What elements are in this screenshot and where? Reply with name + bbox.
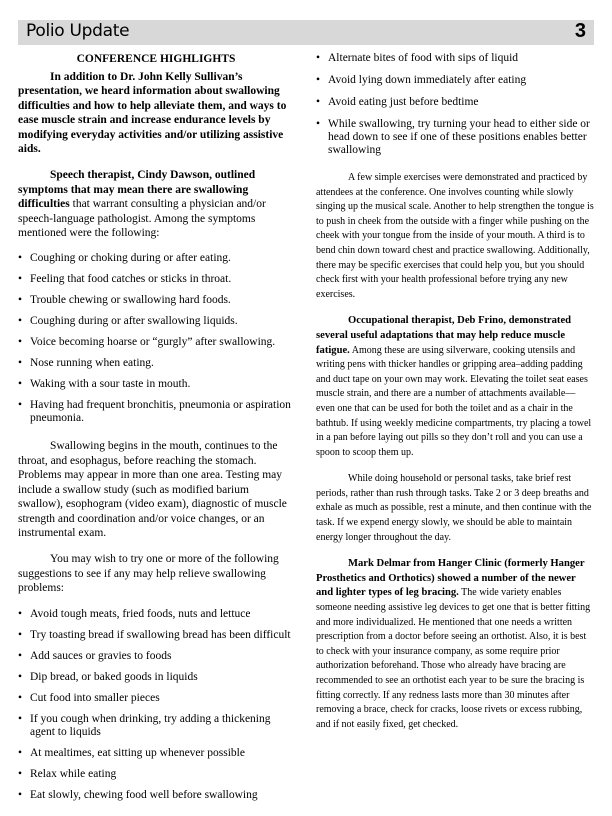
bullet-icon: •: [316, 74, 321, 86]
rest-paragraph: While doing household or personal tasks, take brief rest periods, rather than rush through tasks. Take 2 or 3 deep breaths and exhale as much as possible, rest a minute, and then continue with the task. If we expend energy slowly, we should be able to maintain energy longer throughout the day.: [316, 473, 592, 543]
bullet-icon: •: [18, 767, 23, 780]
tip-item: [316, 52, 594, 65]
bullet-icon: •: [18, 788, 23, 801]
bullet-icon: •: [18, 628, 23, 641]
delmar-body: The wide variety enables someone needing assistive leg devices to get one that is better fitting and more individualized. He mentioned that one needs a written prescription from a doctor before seeing an orthotist. Also, it is best to check with your insurance company, as some require prior authorization beforehand. Those who already have bracing are recommended to see an orthotist each year to be sure the bracing is fitting correctly. If any redness lasts more than 30 minutes after removing a brace, check for cracks, loose rivets or excess rubbing, and if not easily fixed, get checked.: [316, 587, 591, 730]
bullet-icon: •: [18, 746, 23, 759]
bullet-icon: •: [18, 315, 23, 328]
dawson-paragraph: [18, 168, 294, 240]
tip-item-text: While swallowing, try turning your head to either side or head down to see if one of these positions enables better swallowing: [328, 118, 590, 156]
bullet-icon: •: [18, 691, 23, 704]
intro-paragraph: In addition to Dr. John Kelly Sullivan’s presentation, we heard information about swallowing difficulties and how to help alleviate them, and ways to ease muscle strain and increase endurance levels by modifying everyday activities and/or utilizing assistive aids.: [18, 71, 287, 156]
newsletter-title: Polio Update: [26, 21, 130, 41]
frino-paragraph: [316, 314, 594, 460]
suggestion-item: [18, 713, 294, 739]
page-header: [18, 20, 594, 45]
symptom-list: [18, 252, 294, 425]
bullet-icon: •: [18, 399, 23, 412]
bullet-icon: •: [18, 336, 23, 349]
delmar-lead: Mark Delmar from Hanger Clinic (formerly Hanger Prosthetics and Orthotics) showed a number of the newer and lighter types of leg bracing.: [316, 558, 585, 599]
exercises-paragraph: A few simple exercises were demonstrated and practiced by attendees at the conference. One involves counting while slowly singing up the musical scale. Another to help strengthen the tongue is to push in cheek from the outside with a finger while pushing on the cheek with your tongue from the inside of your mouth. A third is to bend chin down toward chest and practice swallowing. Additionally, there may be specific exercises that could help you, but you should check first with your health professional before trying any new exercises.: [316, 172, 594, 300]
tip-item-text: Avoid eating just before bedtime: [328, 96, 479, 108]
bullet-icon: •: [316, 52, 321, 64]
suggestion-item-text: Add sauces or gravies to foods: [30, 649, 172, 662]
tip-item: [316, 74, 594, 87]
swallowing-paragraph: Swallowing begins in the mouth, continues to the throat, and esophagus, before reaching the stomach. Problems may appear in more than one area. Testing may include a swallow study (such as modified barium swallow), esophogram (video exam), diagnostic of muscle strength and coordination and/or voice changes, or an instrumental exam.: [18, 440, 287, 539]
symptom-item-text: Nose running when eating.: [30, 357, 154, 370]
frino-body: Among these are using silverware, cooking utensils and writing pens with thicker handles or gripping area–adding padding and duct tape on your own may work. Elevating the toilet seat eases muscle strain, and there are a number of attachments available—even one that can be used for both the toilet and as a chair in the bathtub. If using weekly medicine compartments, try placing a towel in a pan before laying out pills so they don’t roll and you can use a spoon to scoop them up.: [316, 344, 592, 458]
suggestion-item: [18, 692, 294, 705]
tip-item-text: Alternate bites of food with sips of liquid: [328, 52, 519, 64]
symptom-item-text: Coughing or choking during or after eating.: [30, 252, 231, 265]
bullet-icon: •: [316, 96, 321, 108]
suggestion-list: [18, 608, 294, 802]
bullet-icon: •: [18, 649, 23, 662]
frino-lead: Occupational therapist, Deb Frino, demonstrated several useful adaptations that may help reduce muscle fatigue.: [316, 315, 572, 356]
tip-item: [316, 96, 594, 109]
symptom-item-text: Coughing during or after swallowing liquids.: [30, 315, 238, 328]
tip-list: [316, 52, 594, 157]
bullet-icon: •: [18, 607, 23, 620]
suggestion-item: [18, 608, 294, 621]
suggestion-item: [18, 650, 294, 663]
suggestion-item: [18, 747, 294, 760]
symptom-item: [18, 357, 294, 370]
bullet-icon: •: [18, 294, 23, 307]
suggestion-item-text: Relax while eating: [30, 767, 117, 780]
suggestion-item: [18, 629, 294, 642]
symptom-item: [18, 336, 294, 349]
suggestion-item: [18, 789, 294, 802]
suggestion-item-text: Eat slowly, chewing food well before swallowing: [30, 788, 258, 801]
tip-item: [316, 118, 594, 157]
symptom-item-text: Waking with a sour taste in mouth.: [30, 378, 191, 391]
symptom-item-text: Having had frequent bronchitis, pneumonia or aspiration pneumonia.: [30, 399, 291, 425]
symptom-item-text: Voice becoming hoarse or “gurgly” after swallowing.: [30, 336, 276, 349]
symptom-item: [18, 273, 294, 286]
symptom-item: [18, 252, 294, 265]
page-number: 3: [574, 20, 586, 42]
suggestions-intro: You may wish to try one or more of the following suggestions to see if any may help relieve swallowing problems:: [18, 553, 279, 595]
symptom-item: [18, 294, 294, 307]
suggestion-item-text: Try toasting bread if swallowing bread has been difficult: [30, 628, 291, 641]
bullet-icon: •: [18, 273, 23, 286]
suggestion-item-text: Avoid tough meats, fried foods, nuts and lettuce: [30, 607, 251, 620]
left-column: [18, 52, 294, 816]
symptom-item: [18, 399, 294, 425]
right-column: [316, 52, 594, 744]
bullet-icon: •: [18, 357, 23, 370]
dawson-lead: Speech therapist, Cindy Dawson, outlined symptoms that may mean there are swallowing difficulties: [18, 169, 256, 211]
section-heading: CONFERENCE HIGHLIGHTS: [76, 53, 236, 65]
symptom-item-text: Feeling that food catches or sticks in throat.: [30, 273, 232, 286]
suggestion-item: [18, 768, 294, 781]
dawson-body: that warrant consulting a physician and/or speech-language pathologist. Among the symptoms mentioned were the following:: [18, 198, 266, 240]
tip-item-text: Avoid lying down immediately after eating: [328, 74, 527, 86]
bullet-icon: •: [18, 670, 23, 683]
suggestion-item: [18, 671, 294, 684]
suggestion-item-text: If you cough when drinking, try adding a thickening agent to liquids: [30, 712, 271, 738]
bullet-icon: •: [18, 712, 23, 725]
bullet-icon: •: [18, 378, 23, 391]
bullet-icon: •: [18, 252, 23, 265]
symptom-item: [18, 315, 294, 328]
symptom-item: [18, 378, 294, 391]
delmar-paragraph: [316, 557, 594, 732]
suggestion-item-text: Dip bread, or baked goods in liquids: [30, 670, 198, 683]
bullet-icon: •: [316, 118, 321, 130]
suggestion-item-text: At mealtimes, eat sitting up whenever possible: [30, 746, 245, 759]
symptom-item-text: Trouble chewing or swallowing hard foods.: [30, 294, 231, 307]
suggestion-item-text: Cut food into smaller pieces: [30, 691, 160, 704]
